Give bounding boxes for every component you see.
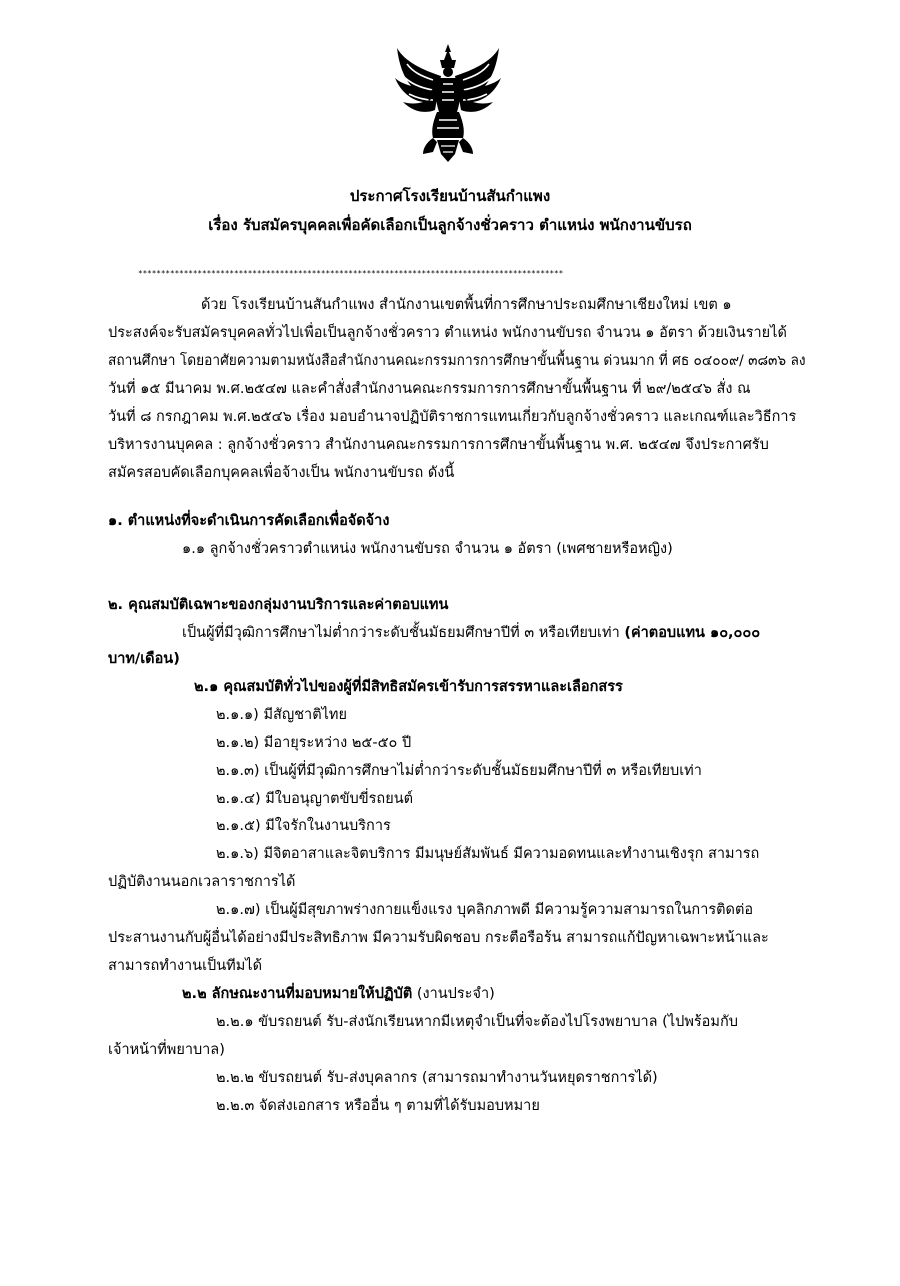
subsection-2-2-note: (งานประจำ) bbox=[412, 986, 495, 1002]
duty-item: ๒.๒.๑ ขับรถยนต์ รับ-ส่งนักเรียนหากมีเหตุจำเป็นที่จะต้องไปโรงพยาบาล (ไปพร้อมกับ bbox=[216, 1014, 738, 1030]
section-2-pay: (ค่าตอบแทน ๑๐,๐๐๐ bbox=[624, 625, 761, 641]
section-1-item: ๑.๑ ลูกจ้างชั่วคราวตำแหน่ง พนักงานขับรถ จำนวน ๑ อัตรา (เพศชายหรือหญิง) bbox=[182, 541, 673, 557]
subsection-2-2-title: ๒.๒ ลักษณะงานที่มอบหมายให้ปฏิบัติ bbox=[182, 986, 413, 1002]
intro-line: วันที่ ๘ กรกฎาคม พ.ศ.๒๕๔๖ เรื่อง มอบอำนาจปฏิบัติราชการแทนเกี่ยวกับลูกจ้างชั่วคราว และเกณฑ์และวิธีการ bbox=[108, 409, 797, 425]
section-2-description-text: เป็นผู้ที่มีวุฒิการศึกษาไม่ต่ำกว่าระดับชั้นมัธยมศึกษาปีที่ ๓ หรือเทียบเท่า bbox=[182, 625, 625, 641]
section-2-pay-unit: บาท/เดือน) bbox=[108, 651, 180, 667]
qualification-item: ๒.๑.๑) มีสัญชาติไทย bbox=[216, 707, 347, 723]
subsection-2-2-heading bbox=[182, 983, 495, 1005]
duty-item: ๒.๒.๒ ขับรถยนต์ รับ-ส่งบุคลากร (สามารถมาทำงานวันหยุดราชการได้) bbox=[216, 1070, 658, 1086]
section-2-description bbox=[182, 622, 760, 644]
announcement-title: ประกาศโรงเรียนบ้านสันกำแพง bbox=[349, 187, 551, 205]
qualification-item: ๒.๑.๔) มีใบอนุญาตขับขี่รถยนต์ bbox=[216, 791, 414, 807]
section-1-heading: ๑. ตำแหน่งที่จะดำเนินการคัดเลือกเพื่อจัดจ้าง bbox=[108, 513, 390, 529]
qualification-item: ๒.๑.๒) มีอายุระหว่าง ๒๕-๕๐ ปี bbox=[216, 735, 412, 751]
qualification-item: ๒.๑.๓) เป็นผู้ที่มีวุฒิการศึกษาไม่ต่ำกว่าระดับชั้นมัธยมศึกษาปีที่ ๓ หรือเทียบเท่า bbox=[216, 763, 702, 779]
intro-line: วันที่ ๑๕ มีนาคม พ.ศ.๒๕๔๗ และคำสั่งสำนักงานคณะกรรมการการศึกษาขั้นพื้นฐาน ที่ ๒๙/๒๕๔๖ สั่ง ณ bbox=[108, 381, 751, 397]
qualification-item: สามารถทำงานเป็นทีมได้ bbox=[108, 958, 262, 974]
qualification-item: ๒.๑.๖) มีจิตอาสาและจิตบริการ มีมนุษย์สัมพันธ์ มีความอดทนและทำงานเชิงรุก สามารถ bbox=[216, 846, 760, 862]
intro-line: ประสงค์จะรับสมัครบุคคลทั่วไปเพื่อเป็นลูกจ้างชั่วคราว ตำแหน่ง พนักงานขับรถ จำนวน ๑ อัตรา ด้วยเงินรายได้ bbox=[108, 325, 787, 341]
qualification-item: ๒.๑.๕) มีใจรักในงานบริการ bbox=[216, 818, 391, 834]
qualification-item: ปฏิบัติงานนอกเวลาราชการได้ bbox=[108, 874, 296, 890]
intro-line: สมัครสอบคัดเลือกบุคคลเพื่อจ้างเป็น พนักงานขับรถ ดังนี้ bbox=[108, 465, 455, 481]
duty-item: เจ้าหน้าที่พยาบาล) bbox=[108, 1042, 225, 1058]
garuda-emblem-icon bbox=[393, 42, 503, 164]
intro-line: สถานศึกษา โดยอาศัยความตามหนังสือสำนักงานคณะกรรมการการศึกษาขั้นพื้นฐาน ด่วนมาก ที่ ศธ ๐๔๐๐๙/ ๓๘๓๖ ลง bbox=[108, 353, 806, 369]
intro-line: บริหารงานบุคคล : ลูกจ้างชั่วคราว สำนักงานคณะกรรมการการศึกษาขั้นพื้นฐาน พ.ศ. ๒๕๔๗ จึงประกาศรับ bbox=[108, 437, 769, 453]
announcement-subject: เรื่อง รับสมัครบุคคลเพื่อคัดเลือกเป็นลูกจ้างชั่วคราว ตำแหน่ง พนักงานขับรถ bbox=[208, 216, 692, 234]
duty-item: ๒.๒.๓ จัดส่งเอกสาร หรืออื่น ๆ ตามที่ได้รับมอบหมาย bbox=[216, 1098, 540, 1114]
subsection-2-1-heading: ๒.๑ คุณสมบัติทั่วไปของผู้ที่มีสิทธิสมัครเข้ารับการสรรหาและเลือกสรร bbox=[194, 679, 623, 695]
qualification-item: ประสานงานกับผู้อื่นได้อย่างมีประสิทธิภาพ มีความรับผิดชอบ กระตือรือร้น สามารถแก้ปัญหาเฉพาะหน้าและ bbox=[108, 930, 769, 946]
qualification-item: ๒.๑.๗) เป็นผู้มีสุขภาพร่างกายแข็งแรง บุคลิกภาพดี มีความรู้ความสามารถในการติดต่อ bbox=[216, 902, 754, 918]
separator-line: ********************************************************************************************* bbox=[138, 269, 564, 278]
intro-line: ด้วย โรงเรียนบ้านสันกำแพง สำนักงานเขตพื้นที่การศึกษาประถมศึกษาเชียงใหม่ เขต ๑ bbox=[201, 297, 732, 313]
section-2-heading: ๒. คุณสมบัติเฉพาะของกลุ่มงานบริการและค่าตอบแทน bbox=[108, 597, 449, 613]
